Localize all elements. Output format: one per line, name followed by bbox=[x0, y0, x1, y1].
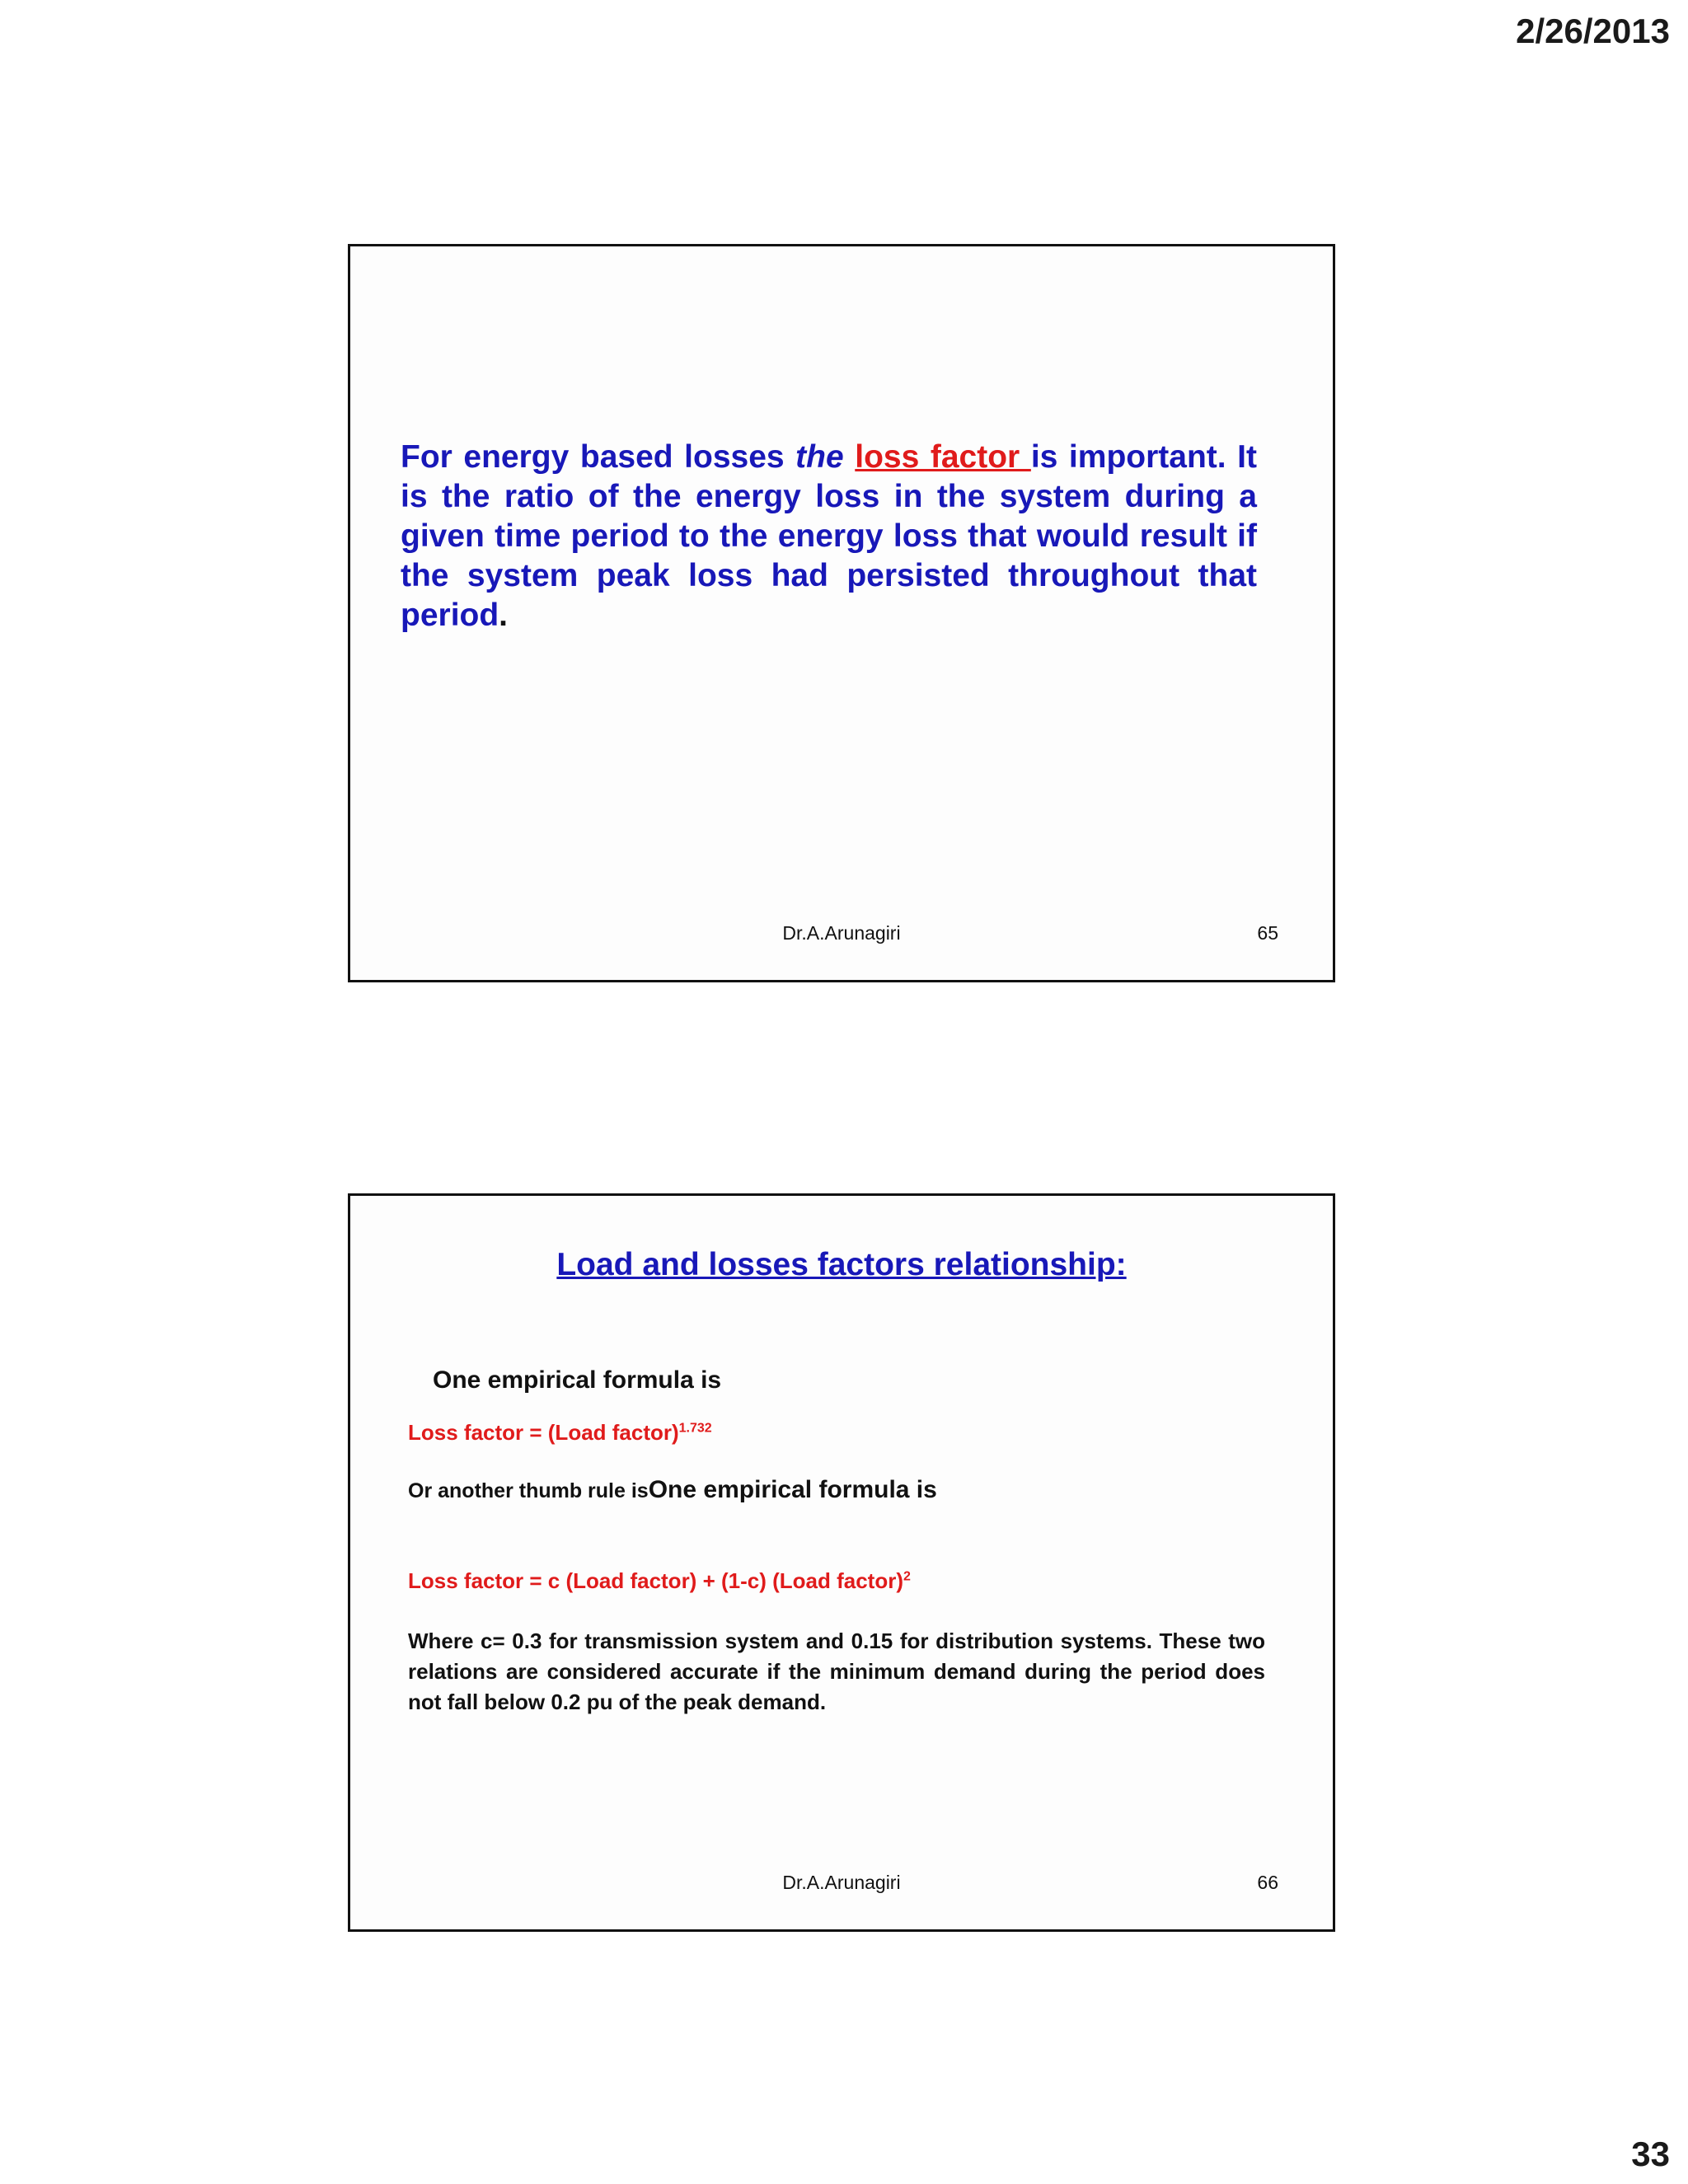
where-explanation: Where c= 0.3 for transmission system and 0.15 for distribution systems. These two relations are considered accurate if the minimum demand during the period does not fall below 0.2 pu of the peak demand. bbox=[408, 1629, 1265, 1714]
slide-66 bbox=[348, 1193, 1335, 1932]
para-part2: is important. It is the ratio of the energy loss in the system during a given time period to the energy loss that would result if the system peak loss had persisted throughout that period bbox=[401, 439, 1257, 633]
formula-1-exponent: 1.732 bbox=[678, 1421, 712, 1436]
thumb-rule-small: Or another thumb rule is bbox=[408, 1479, 649, 1502]
slide-number: 66 bbox=[1257, 1872, 1278, 1893]
slide-number: 65 bbox=[1257, 922, 1278, 944]
slide-heading bbox=[350, 1247, 1333, 1283]
thumb-rule-text bbox=[408, 1476, 1265, 1504]
slide-heading-text: Load and losses factors relationship: bbox=[556, 1247, 1127, 1282]
formula-2-exponent: 2 bbox=[903, 1569, 911, 1584]
thumb-rule-big: One empirical formula is bbox=[648, 1476, 937, 1503]
formula-2-base: Loss factor = c (Load factor) + (1-c) (Load factor) bbox=[408, 1568, 903, 1593]
formula-1-base: Loss factor = (Load factor) bbox=[408, 1420, 679, 1445]
para-part1: For energy based losses bbox=[401, 439, 796, 475]
para-italic: the bbox=[795, 439, 844, 475]
loss-factor-highlight: loss factor bbox=[855, 439, 1031, 475]
para-space bbox=[844, 439, 856, 475]
loss-factor-definition bbox=[401, 438, 1257, 635]
slide-65 bbox=[348, 244, 1335, 982]
intro-text: One empirical formula is bbox=[433, 1366, 722, 1394]
slide-footer-author: Dr.A.Arunagiri bbox=[782, 922, 901, 944]
formula-2 bbox=[408, 1568, 1265, 1594]
page-date: 2/26/2013 bbox=[1516, 12, 1670, 50]
slide-footer-author: Dr.A.Arunagiri bbox=[782, 1872, 901, 1893]
para-end: . bbox=[499, 598, 509, 633]
page-number: 33 bbox=[1631, 2135, 1670, 2173]
formula-1 bbox=[408, 1420, 1265, 1446]
